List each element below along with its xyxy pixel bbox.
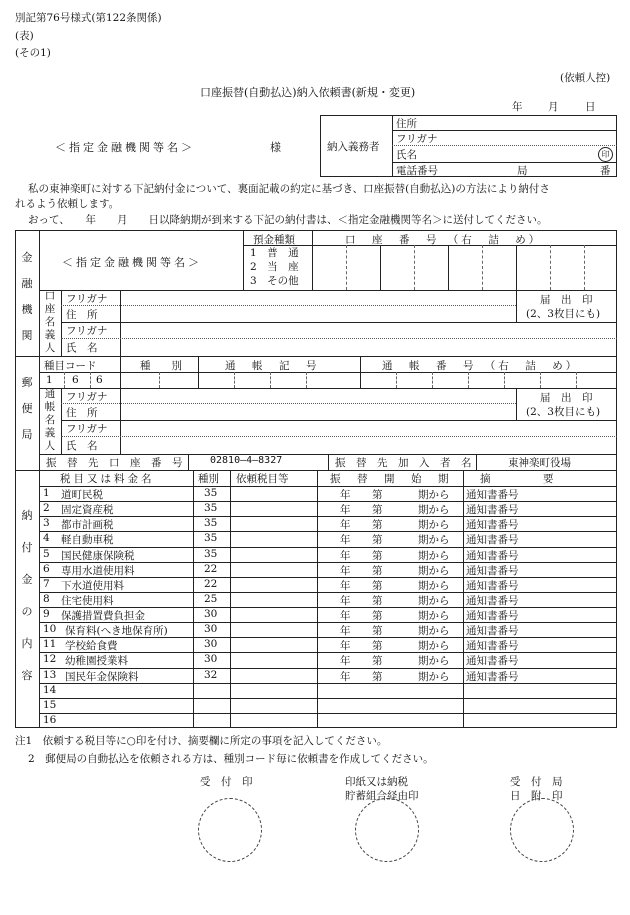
- taxpayer-furigana-label: フリガナ: [396, 133, 438, 145]
- table-row[interactable]: [39, 652, 617, 667]
- row-period-number: 第: [372, 579, 383, 592]
- bank-section-label: 金 融 機 関: [21, 251, 33, 342]
- row-code: 35: [204, 502, 218, 515]
- table-row[interactable]: [39, 698, 617, 713]
- row-code: 30: [204, 608, 218, 620]
- transfer-account-number: 02810―4―8327: [210, 455, 283, 466]
- row-tax-name: 都市計画税: [61, 519, 114, 532]
- header-code: 種別: [198, 473, 219, 485]
- stamp-tax-label-1: 印紙又は納税: [345, 776, 408, 788]
- row-code: 35: [204, 547, 218, 560]
- row-memo: 通知書番号: [466, 625, 519, 638]
- row-code: 32: [204, 668, 218, 681]
- row-period-from: 期から: [418, 625, 450, 638]
- post-receipt-label-2: 日 附 印: [510, 790, 563, 802]
- row-number: 6: [43, 562, 50, 575]
- row-period-from: 期から: [418, 579, 450, 592]
- row-memo: 通知書番号: [466, 640, 519, 653]
- row-memo: 通知書番号: [466, 610, 519, 622]
- row-number: 14: [43, 683, 57, 696]
- row-tax-name: 保護措置費負担金: [61, 610, 145, 622]
- bank-holder-label: 口 座 名 義 人: [44, 290, 56, 354]
- row-period-number: 第: [372, 564, 383, 577]
- row-period-year: 年: [340, 534, 351, 547]
- addressee-institution: ＜指定金融機関等名＞: [55, 141, 195, 154]
- row-period-number: 第: [372, 549, 383, 562]
- table-row[interactable]: [39, 562, 617, 577]
- row-period-number: 第: [372, 610, 383, 622]
- bank-furigana-label: フリガナ: [66, 293, 108, 305]
- bank-address-label: 住 所: [66, 309, 98, 321]
- row-number: 8: [43, 592, 50, 605]
- row-period-number: 第: [372, 640, 383, 653]
- row-period-year: 年: [340, 670, 351, 683]
- row-period-from: 期から: [418, 489, 450, 501]
- row-period-year: 年: [340, 594, 351, 607]
- row-memo: 通知書番号: [466, 519, 519, 532]
- type-label: 種 別: [140, 360, 182, 372]
- post-receipt-circle: [510, 798, 574, 862]
- transfer-payee-name: 東神楽町役場: [508, 457, 571, 469]
- taxpayer-seal-mark: 印: [598, 147, 613, 162]
- code-digit-1: 1: [46, 374, 53, 386]
- code-label: 種目コード: [44, 360, 97, 372]
- postal-furigana-label: フリガナ: [66, 391, 108, 403]
- transfer-payee-label: 振 替 先 加 入 者 名: [335, 457, 472, 469]
- taxpayer-exchange-label: 局: [517, 165, 528, 177]
- form-part: (その1): [15, 47, 51, 59]
- body-line-2: れるよう依頼します。: [15, 198, 120, 210]
- table-row[interactable]: [39, 622, 617, 637]
- header-start-period: 振 替 開 始 期: [330, 473, 452, 485]
- row-number: 7: [43, 577, 50, 590]
- row-tax-name: 国民健康保険税: [61, 549, 135, 562]
- transfer-account-label: 振 替 先 口 座 番 号: [46, 457, 183, 469]
- row-number: 2: [43, 502, 50, 515]
- stamp-tax-label-2: 貯蓄組合経由印: [345, 790, 419, 802]
- receipt-stamp-label: 受 付 印: [200, 776, 253, 788]
- row-number: 11: [43, 638, 57, 651]
- row-code: 30: [204, 638, 218, 651]
- postal-address-label: 住 所: [66, 407, 98, 419]
- row-tax-name: 保育料(へき地保育所): [65, 625, 168, 638]
- row-period-from: 期から: [418, 564, 450, 577]
- taxpayer-name-label: 氏名: [396, 149, 417, 161]
- row-period-from: 期から: [418, 655, 450, 668]
- row-memo: 通知書番号: [466, 594, 519, 607]
- row-period-number: 第: [372, 534, 383, 547]
- row-period-from: 期から: [418, 519, 450, 532]
- note-2: 2 郵便局の自動払込を依頼される方は、種別コード毎に依頼書を作成してください。: [28, 753, 434, 765]
- row-period-year: 年: [340, 579, 351, 592]
- code-digit-3: 6: [96, 374, 103, 386]
- row-tax-name: 幼稚園授業料: [65, 655, 128, 668]
- row-code: 25: [204, 592, 218, 605]
- table-row[interactable]: [39, 577, 617, 592]
- taxpayer-address-label: 住所: [396, 118, 417, 130]
- row-tax-name: 住宅使用料: [61, 594, 114, 607]
- row-period-year: 年: [340, 549, 351, 562]
- row-period-number: 第: [372, 504, 383, 517]
- addressee-honorific: 様: [270, 141, 281, 154]
- postal-furigana2-label: フリガナ: [66, 423, 108, 435]
- passbook-number-label: 通 帳 番 号 （右 詰 め）: [382, 360, 580, 372]
- passbook-symbol-label: 通 帳 記 号: [225, 360, 320, 372]
- date-year-label: 年: [512, 101, 523, 113]
- row-memo: 通知書番号: [466, 564, 519, 577]
- row-period-from: 期から: [418, 670, 450, 683]
- bank-seal-label: 届 出 印: [540, 294, 593, 306]
- taxpayer-label: 納入義務者: [327, 141, 380, 153]
- row-period-number: 第: [372, 489, 383, 501]
- taxpayer-number-label: 番: [600, 165, 611, 177]
- table-row[interactable]: [39, 531, 617, 546]
- table-row[interactable]: [39, 501, 617, 516]
- form-title: 口座振替(自動払込)納入依頼書(新規・変更): [200, 86, 416, 99]
- row-memo: 通知書番号: [466, 504, 519, 517]
- row-number: 12: [43, 653, 57, 666]
- table-row[interactable]: [39, 637, 617, 652]
- row-code: 35: [204, 487, 218, 499]
- receipt-stamp-circle: [198, 798, 262, 862]
- row-code: 35: [204, 532, 218, 545]
- row-tax-name: 下水道使用料: [61, 579, 124, 592]
- row-memo: 通知書番号: [466, 579, 519, 592]
- row-memo: 通知書番号: [466, 534, 519, 547]
- payments-section-label: 納 付 金 の 内 容: [21, 509, 33, 682]
- row-period-from: 期から: [418, 610, 450, 622]
- header-tax-name: 税目又は料金名: [60, 473, 155, 485]
- bank-furigana2-label: フリガナ: [66, 325, 108, 337]
- table-row[interactable]: [39, 592, 617, 607]
- row-period-year: 年: [340, 610, 351, 622]
- bank-seal-note: (2、3枚目にも): [526, 308, 601, 320]
- table-row[interactable]: [39, 547, 617, 562]
- row-period-from: 期から: [418, 504, 450, 517]
- row-number: 15: [43, 698, 57, 711]
- row-period-number: 第: [372, 625, 383, 638]
- row-tax-name: 固定資産税: [61, 504, 114, 517]
- stamp-tax-circle: [355, 798, 419, 862]
- header-requested: 依頼税目等: [236, 473, 289, 485]
- row-memo: 通知書番号: [466, 670, 519, 683]
- row-code: 22: [204, 577, 218, 590]
- deposit-type-options[interactable]: 1 普 通 2 当 座 3 その他: [250, 247, 299, 287]
- form-side: (表): [15, 30, 34, 42]
- row-number: 13: [43, 668, 57, 681]
- table-row[interactable]: [39, 607, 617, 622]
- row-period-year: 年: [340, 625, 351, 638]
- taxpayer-phone-label: 電話番号: [396, 165, 438, 177]
- copy-label: (依頼人控): [560, 72, 611, 84]
- table-row[interactable]: [39, 486, 617, 501]
- row-memo: 通知書番号: [466, 489, 519, 501]
- row-period-year: 年: [340, 640, 351, 653]
- row-memo: 通知書番号: [466, 655, 519, 668]
- row-period-from: 期から: [418, 549, 450, 562]
- row-tax-name: 国民年金保険料: [65, 670, 139, 683]
- row-number: 16: [43, 713, 57, 726]
- row-period-number: 第: [372, 519, 383, 532]
- row-tax-name: 軽自動車税: [61, 534, 114, 547]
- date-month-label: 月: [548, 101, 559, 113]
- row-period-number: 第: [372, 594, 383, 607]
- bank-name-label: 氏 名: [66, 342, 98, 354]
- note-1: 注1 依頼する税目等に○印を付け、摘要欄に所定の事項を記入してください。: [15, 735, 388, 747]
- row-period-year: 年: [340, 519, 351, 532]
- row-period-year: 年: [340, 564, 351, 577]
- table-row[interactable]: [39, 516, 617, 531]
- code-digit-2: 6: [72, 374, 79, 386]
- row-period-from: 期から: [418, 534, 450, 547]
- row-number: 5: [43, 547, 50, 560]
- row-number: 1: [43, 487, 50, 499]
- row-tax-name: 専用水道使用料: [61, 564, 135, 577]
- header-memo: 摘 要: [480, 473, 554, 485]
- row-code: 35: [204, 517, 218, 530]
- row-number: 4: [43, 532, 50, 545]
- row-tax-name: 学校給食費: [65, 640, 118, 653]
- bank-institution: ＜指定金融機関等名＞: [62, 256, 202, 269]
- post-receipt-label-1: 受 付 局: [510, 776, 563, 788]
- row-period-from: 期から: [418, 594, 450, 607]
- row-period-year: 年: [340, 504, 351, 517]
- postal-seal-label: 届 出 印: [540, 392, 593, 404]
- row-tax-name: 道町民税: [61, 489, 103, 501]
- row-number: 10: [43, 623, 57, 636]
- row-code: 30: [204, 623, 218, 636]
- row-period-from: 期から: [418, 640, 450, 653]
- row-period-number: 第: [372, 655, 383, 668]
- row-memo: 通知書番号: [466, 549, 519, 562]
- account-number-label: 口 座 番 号 （右 詰 め）: [345, 234, 543, 246]
- postal-section-label: 郵 便 局: [21, 376, 33, 441]
- postal-holder-label: 通 帳 名 義 人: [44, 388, 56, 452]
- postal-name-label: 氏 名: [66, 440, 98, 452]
- row-period-year: 年: [340, 655, 351, 668]
- table-row[interactable]: [39, 668, 617, 683]
- row-number: 9: [43, 608, 50, 620]
- row-code: 22: [204, 562, 218, 575]
- form-id: 別記第76号様式(第122条関係): [15, 12, 162, 24]
- row-period-year: 年: [340, 489, 351, 501]
- body-line-3: おって、 年 月 日以降納期が到来する下記の納付書は、＜指定金融機関等名＞に送付してください。: [28, 214, 548, 226]
- row-code: 30: [204, 653, 218, 666]
- row-number: 3: [43, 517, 50, 530]
- table-row[interactable]: [39, 683, 617, 698]
- table-row[interactable]: [39, 713, 617, 728]
- postal-seal-note: (2、3枚目にも): [526, 406, 601, 418]
- body-line-1: 私の東神楽町に対する下記納付金について、裏面記載の約定に基づき、口座振替(自動払込)の方法により納付さ: [28, 183, 550, 195]
- date-day-label: 日: [585, 101, 596, 113]
- deposit-type-label: 預金種類: [253, 234, 295, 246]
- row-period-number: 第: [372, 670, 383, 683]
